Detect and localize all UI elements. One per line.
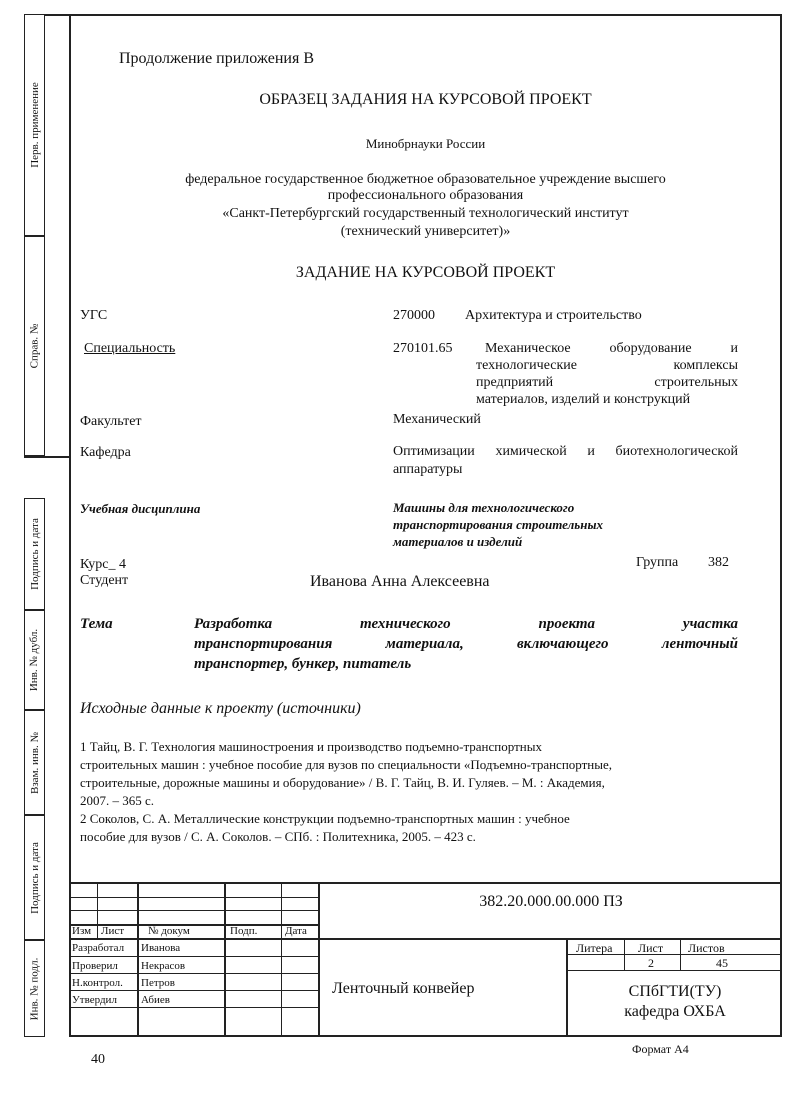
sheet-value: 2 bbox=[648, 956, 654, 970]
side-top-right-border bbox=[44, 14, 69, 16]
role-checker: Проверил bbox=[72, 960, 118, 972]
ugs-code: 270000 bbox=[393, 308, 435, 323]
student-label: Студент bbox=[80, 573, 129, 588]
specialty-label: Специальность bbox=[84, 341, 176, 356]
specialty-line-3: предприятий строительных bbox=[476, 375, 738, 390]
side-label-sprav: Справ. № bbox=[28, 323, 41, 369]
organization-line-2: кафедра ОХБА bbox=[624, 1003, 726, 1020]
sheet-label: Лист bbox=[638, 941, 664, 955]
side-label-vzam: Взам. инв. № bbox=[28, 731, 41, 794]
side-label-podp2: Подпись и дата bbox=[28, 841, 41, 914]
course-label: Курс_ 4 bbox=[80, 557, 126, 572]
litera-label: Литера bbox=[576, 941, 613, 955]
department-line-1: Оптимизации химической и биотехнологической bbox=[393, 444, 738, 459]
group-label: Группа bbox=[636, 555, 679, 570]
reference-2-line-1: 2 Соколов, С. А. Металлические конструкции подъемно-транспортных машин : учебное bbox=[80, 811, 570, 826]
page-number: 40 bbox=[91, 1052, 105, 1067]
department-line-2: аппаратуры bbox=[393, 462, 463, 477]
faculty-value: Механический bbox=[393, 412, 481, 427]
discipline-line-2: транспортирования строительных bbox=[393, 517, 603, 532]
paper-format: Формат А4 bbox=[632, 1042, 689, 1056]
institution-line-3: «Санкт-Петербургский государственный технологический институт bbox=[222, 206, 629, 221]
continuation-heading: Продолжение приложения В bbox=[119, 50, 314, 67]
document-name: Ленточный конвейер bbox=[332, 980, 475, 997]
name-approver: Абиев bbox=[141, 994, 170, 1006]
student-value: Иванова Анна Алексеевна bbox=[310, 573, 490, 590]
reference-1-line-1: 1 Тайц, В. Г. Технология машиностроения и производство подъемно-транспортных bbox=[80, 739, 542, 754]
side-label-inv-podl: Инв. № подл. bbox=[28, 957, 41, 1020]
organization-line-1: СПбГТИ(ТУ) bbox=[628, 983, 722, 1000]
side-label-podp1: Подпись и дата bbox=[28, 518, 41, 590]
role-approver: Утвердил bbox=[72, 994, 117, 1006]
specialty-line-4: материалов, изделий и конструкций bbox=[476, 392, 691, 407]
institution-line-4: (технический университет)» bbox=[340, 224, 511, 239]
column-list: Лист bbox=[101, 925, 125, 937]
side-mid-divider bbox=[24, 456, 69, 458]
institution-line-2: профессионального образования bbox=[327, 188, 524, 203]
ugs-label: УГС bbox=[80, 308, 108, 323]
reference-1-line-4: 2007. – 365 с. bbox=[80, 793, 155, 808]
column-doc-number: № докум bbox=[148, 925, 190, 937]
ministry-name: Минобрнауки России bbox=[365, 136, 486, 151]
specialty-code: 270101.65 bbox=[393, 341, 453, 356]
specialty-line-1: Механическое оборудование и bbox=[485, 341, 738, 356]
specialty-line-2: технологические комплексы bbox=[476, 358, 738, 373]
sheets-value: 45 bbox=[716, 956, 728, 970]
sample-title: ОБРАЗЕЦ ЗАДАНИЯ НА КУРСОВОЙ ПРОЕКТ bbox=[259, 91, 592, 108]
discipline-line-3: материалов и изделий bbox=[393, 534, 523, 549]
discipline-line-1: Машины для технологического bbox=[393, 500, 575, 515]
reference-1-line-2: строительных машин : учебное пособие для вузов по специальности «Подъемно-транспортные, bbox=[80, 757, 612, 772]
faculty-label: Факультет bbox=[80, 414, 142, 429]
side-label-perv: Перв. применение bbox=[28, 82, 41, 168]
topic-line-1: Разработка технического проекта участка bbox=[194, 616, 738, 632]
sheets-label: Листов bbox=[688, 941, 725, 955]
document-code: 382.20.000.00.000 ПЗ bbox=[479, 893, 623, 910]
group-value: 382 bbox=[708, 555, 729, 570]
role-norm-control: Н.контрол. bbox=[72, 977, 123, 989]
topic-label: Тема bbox=[80, 616, 113, 632]
column-date: Дата bbox=[285, 925, 307, 937]
reference-1-line-3: строительные, дорожные машины и оборудование» / В. Г. Тайц, В. И. Гуляев. – М. : Академия, bbox=[80, 775, 605, 790]
name-checker: Некрасов bbox=[141, 960, 186, 972]
reference-2-line-2: пособие для вузов / С. А. Соколов. – СПб. : Политехника, 2005. – 423 с. bbox=[80, 829, 476, 844]
side-label-inv-dubl: Инв. № дубл. bbox=[28, 628, 41, 692]
topic-line-2: транспортирования материала, включающего ленточный bbox=[194, 636, 738, 652]
column-izm: Изм bbox=[72, 925, 92, 937]
name-norm-control: Петров bbox=[141, 977, 175, 989]
sources-heading: Исходные данные к проекту (источники) bbox=[80, 700, 361, 717]
department-label: Кафедра bbox=[80, 445, 131, 460]
discipline-label: Учебная дисциплина bbox=[80, 501, 201, 516]
topic-line-3: транспортер, бункер, питатель bbox=[194, 656, 412, 672]
ugs-name: Архитектура и строительство bbox=[465, 308, 642, 323]
name-developer: Иванова bbox=[141, 942, 181, 954]
task-title: ЗАДАНИЕ НА КУРСОВОЙ ПРОЕКТ bbox=[295, 264, 556, 281]
institution-line-1: федеральное государственное бюджетное образовательное учреждение высшего bbox=[185, 172, 666, 187]
column-signature: Подп. bbox=[230, 925, 258, 937]
role-developer: Разработал bbox=[72, 942, 125, 954]
